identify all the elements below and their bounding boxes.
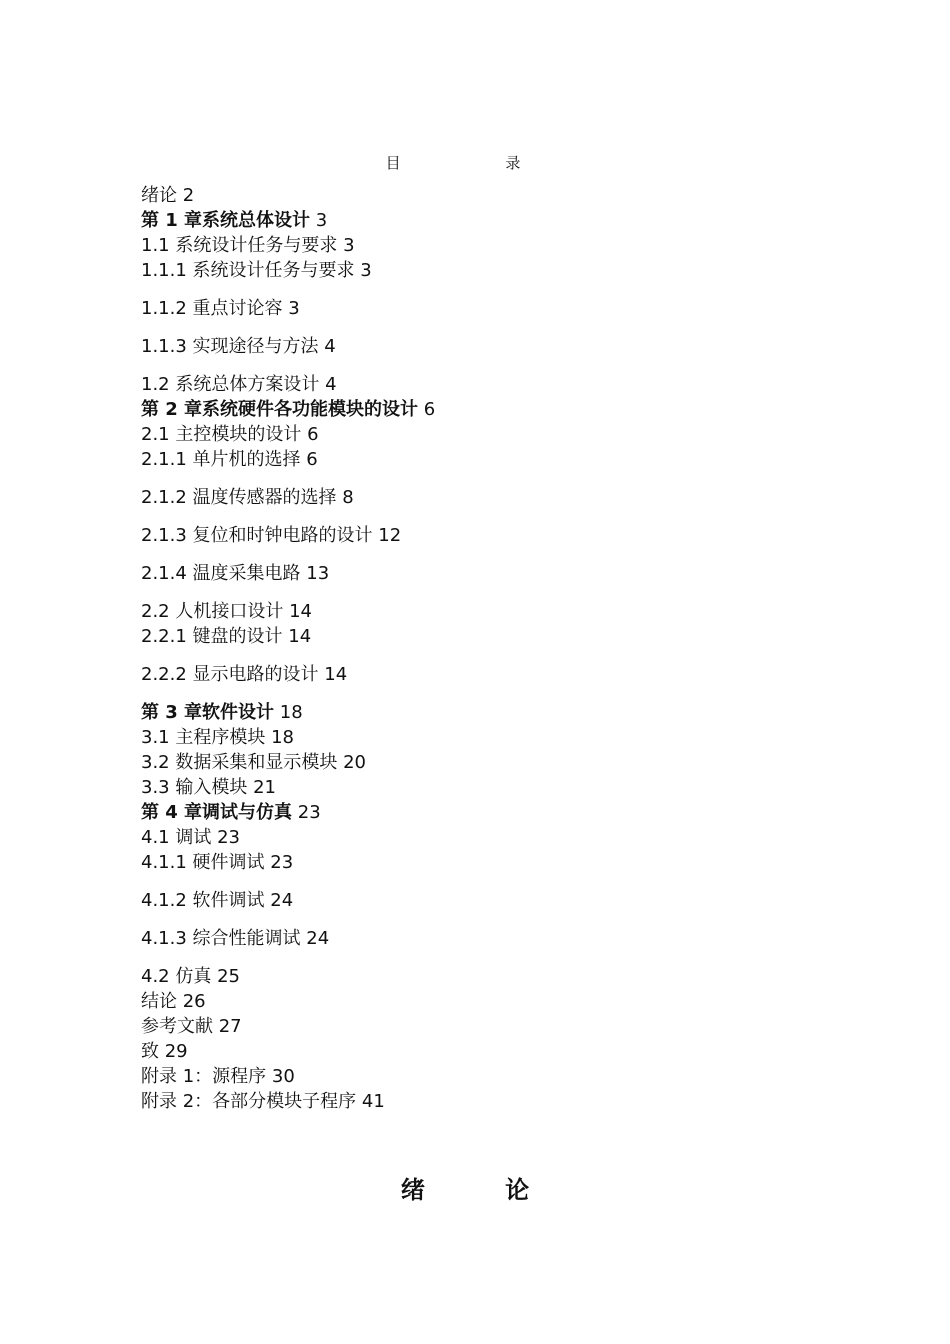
toc-entry[interactable]: [141, 296, 841, 321]
toc-entry[interactable]: [141, 233, 841, 258]
toc-entry[interactable]: [141, 183, 841, 208]
toc-entry[interactable]: [141, 1039, 841, 1064]
toc-entry[interactable]: [141, 523, 841, 548]
toc-entry-title: 4.2 仿真: [141, 966, 212, 987]
toc-entry-title: 第 1 章系统总体设计: [141, 210, 311, 231]
toc-entry-title: 2.1.1 单片机的选择: [141, 449, 301, 470]
toc-entry-title: 第 2 章系统硬件各功能模块的设计: [141, 399, 419, 420]
toc-entry[interactable]: [141, 624, 841, 649]
toc-entry[interactable]: [141, 800, 841, 825]
toc-entry-page-number: 29: [164, 1041, 188, 1062]
toc-entry-page-number: 24: [270, 890, 294, 911]
toc-entry-page-number: 12: [378, 525, 402, 546]
toc-entry[interactable]: [141, 825, 841, 850]
toc-entry-title: 1.1.3 实现途径与方法: [141, 336, 319, 357]
toc-entry-page-number: 14: [288, 626, 312, 647]
toc-entry-page-number: 13: [306, 563, 330, 584]
toc-entry-page-number: 8: [342, 487, 354, 508]
toc-entry-title: 4.1.2 软件调试: [141, 890, 265, 911]
toc-entry[interactable]: [141, 447, 841, 472]
toc-entry[interactable]: [141, 208, 841, 233]
toc-entry-title: 2.1.3 复位和时钟电路的设计: [141, 525, 373, 546]
toc-entry-title: 4.1 调试: [141, 827, 212, 848]
toc-entry-page-number: 18: [279, 702, 303, 723]
toc-entry[interactable]: [141, 850, 841, 875]
toc-entry[interactable]: [141, 485, 841, 510]
toc-entry[interactable]: [141, 1089, 841, 1114]
toc-entry[interactable]: [141, 964, 841, 989]
toc-entry-page-number: 23: [217, 827, 240, 848]
toc-entry[interactable]: [141, 258, 841, 283]
toc-entry-title: 1.1.2 重点讨论容: [141, 298, 283, 319]
toc-entry-page-number: 3: [343, 235, 355, 256]
toc-entry-title: 绪论: [141, 185, 177, 206]
toc-entry-title: 1.1 系统设计任务与要求: [141, 235, 338, 256]
toc-entry-title: 参考文献: [141, 1016, 213, 1037]
toc-entry[interactable]: [141, 599, 841, 624]
toc-entry-title: 第 4 章调试与仿真: [141, 802, 293, 823]
toc-entry-page-number: 3: [360, 260, 372, 281]
toc-entry[interactable]: [141, 775, 841, 800]
toc-entry-title: 4.1.1 硬件调试: [141, 852, 265, 873]
toc-entry-page-number: 2: [182, 185, 195, 206]
toc-entry-title: 2.2.1 键盘的设计: [141, 626, 283, 647]
toc-entry-page-number: 30: [271, 1066, 295, 1087]
toc-entry[interactable]: [141, 561, 841, 586]
toc-entry-page-number: 27: [218, 1016, 242, 1037]
toc-entry-page-number: 25: [217, 966, 240, 987]
toc-entry-title: 2.1.4 温度采集电路: [141, 563, 301, 584]
toc-entry-title: 3.3 输入模块: [141, 777, 248, 798]
toc-entry-page-number: 4: [325, 374, 337, 395]
toc-entry-page-number: 14: [289, 601, 312, 622]
toc-entry[interactable]: [141, 334, 841, 359]
toc-entry-title: 1.1.1 系统设计任务与要求: [141, 260, 355, 281]
toc-entry[interactable]: [141, 662, 841, 687]
toc-entry-page-number: 23: [297, 802, 321, 823]
toc-entry[interactable]: [141, 372, 841, 397]
toc-entry-page-number: 20: [343, 752, 366, 773]
toc-entry-title: 附录 1：源程序: [141, 1066, 267, 1087]
toc-entry-title: 4.1.3 综合性能调试: [141, 928, 301, 949]
toc-entry-page-number: 41: [361, 1091, 385, 1112]
toc-entry-title: 3.2 数据采集和显示模块: [141, 752, 338, 773]
toc-entry-page-number: 3: [288, 298, 300, 319]
toc-entry[interactable]: [141, 700, 841, 725]
toc-entry[interactable]: [141, 1014, 841, 1039]
toc-entry-title: 第 3 章软件设计: [141, 702, 275, 723]
toc-entry-title: 3.1 主程序模块: [141, 727, 266, 748]
toc-entry-title: 结论: [141, 991, 177, 1012]
section-heading: 绪 论: [400, 1176, 566, 1204]
toc-entry[interactable]: [141, 989, 841, 1014]
toc-entry-page-number: 23: [270, 852, 294, 873]
toc-entry-page-number: 4: [324, 336, 336, 357]
toc-entry[interactable]: [141, 1064, 841, 1089]
toc-entry[interactable]: [141, 750, 841, 775]
toc-entry-title: 2.2 人机接口设计: [141, 601, 284, 622]
toc-entry-title: 2.1 主控模块的设计: [141, 424, 302, 445]
table-of-contents: [141, 183, 841, 1114]
toc-entry-page-number: 3: [315, 210, 328, 231]
toc-entry-page-number: 6: [307, 424, 319, 445]
toc-entry[interactable]: [141, 926, 841, 951]
toc-entry[interactable]: [141, 725, 841, 750]
toc-entry-page-number: 24: [306, 928, 330, 949]
toc-entry-page-number: 6: [306, 449, 318, 470]
toc-entry-page-number: 18: [271, 727, 294, 748]
toc-entry-page-number: 26: [182, 991, 206, 1012]
toc-entry-title: 1.2 系统总体方案设计: [141, 374, 320, 395]
toc-entry[interactable]: [141, 888, 841, 913]
toc-entry-page-number: 14: [324, 664, 348, 685]
toc-entry[interactable]: [141, 422, 841, 447]
toc-entry-title: 致: [141, 1041, 159, 1062]
toc-entry[interactable]: [141, 397, 841, 422]
toc-entry-page-number: 21: [253, 777, 276, 798]
toc-title: 目 录: [385, 154, 571, 172]
toc-entry-title: 2.2.2 显示电路的设计: [141, 664, 319, 685]
toc-entry-title: 2.1.2 温度传感器的选择: [141, 487, 337, 508]
toc-entry-title: 附录 2：各部分模块子程序: [141, 1091, 357, 1112]
toc-entry-page-number: 6: [423, 399, 436, 420]
